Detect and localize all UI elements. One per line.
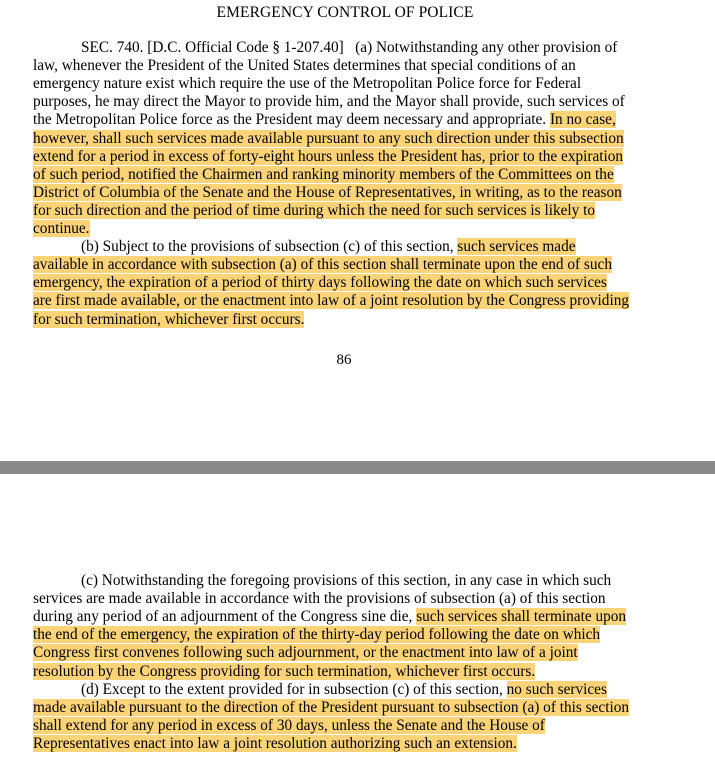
highlighted-text: extend for a period in excess of forty-eight hours unless the President has, prior to the expiration [33,147,624,165]
text-line [33,111,616,129]
text-line [33,663,535,681]
text-segment: law, whenever the President of the United States determines that special conditions of an [33,57,576,75]
text-line [33,75,581,93]
text-segment: (d) Except to the extent provided for in subsection (c) of this section, [81,680,507,698]
highlighted-text: resolution by the Congress providing for such termination, whichever first occurs. [33,662,536,680]
highlighted-text: are first made available, or the enactment into law of a joint resolution by the Congress providing [33,292,629,310]
highlighted-text: Representatives enact into law a joint resolution authorizing such an extension. [33,734,517,752]
highlighted-text: such services made [457,238,576,256]
highlighted-text: made available pursuant to the direction of the President pursuant to subsection (a) of this section [33,698,629,716]
highlighted-text: no such services [506,680,607,698]
text-segment: SEC. 740. [D.C. Official Code § 1-207.40] (a) Notwithstanding any other provision of [81,39,618,56]
text-segment: services are made available in accordance with the provisions of subsection (a) of this section [33,590,606,608]
text-segment: during any period of an adjournment of the Congress sine die, [33,608,417,626]
text-line [33,699,629,717]
highlighted-text: Congress first convenes following such adjournment, or the enactment into law of a joint [33,644,578,662]
text-line [33,311,304,329]
page-number: 86 [336,352,352,368]
text-line [33,166,614,184]
highlighted-text: for such direction and the period of time during which the need for such services is likely to [33,201,596,219]
text-line [33,717,545,735]
text-segment: (c) Notwithstanding the foregoing provisions of this section, in any case in which such [81,572,612,589]
highlighted-text: available in accordance with subsection (a) of this section shall terminate upon the end of such [33,256,612,274]
text-line [33,681,607,699]
text-line [33,572,611,590]
page-separator [0,461,715,474]
text-line [33,626,600,644]
text-line [33,292,629,310]
text-line [33,608,626,626]
text-segment: the Metropolitan Police force as the President may deem necessary and appropriate. [33,111,550,129]
highlighted-text: of such period, notified the Chairmen and ranking minority members of the Committees on the [33,165,614,183]
highlighted-text: emergency, the expiration of a period of thirty days following the date on which such services [33,274,607,292]
text-line [33,238,576,256]
text-line [33,57,576,75]
text-segment: emergency nature exist which require the use of the Metropolitan Police force for Federal [33,75,582,93]
text-line [33,274,607,292]
text-segment: (b) Subject to the provisions of subsection (c) of this section, [81,238,458,256]
text-segment: purposes, he may direct the Mayor to provide him, and the Mayor shall provide, such services of [33,93,625,111]
highlighted-text: continue. [33,220,90,237]
highlighted-text: District of Columbia of the Senate and the House of Representatives, in writing, as to the reason [33,183,622,201]
text-line [33,256,612,274]
text-line [33,93,625,111]
highlighted-text: however, shall such services made available pursuant to any such direction under this subsection [33,129,624,147]
document-page-87 [0,474,715,766]
highlighted-text: In no case, [549,111,616,129]
text-line [33,644,578,662]
text-line [33,735,517,753]
text-line [33,220,90,238]
text-line [33,184,622,202]
section-title: EMERGENCY CONTROL OF POLICE [216,4,474,21]
text-line [33,202,595,220]
text-line [33,130,624,148]
highlighted-text: such services shall terminate upon [416,608,627,626]
highlighted-text: for such termination, whichever first occurs. [33,310,305,328]
text-line [33,39,617,57]
text-line [33,590,606,608]
highlighted-text: shall extend for any period in excess of 30 days, unless the Senate and the House of [33,716,545,734]
highlighted-text: the end of the emergency, the expiration of the thirty-day period following the date on which [33,626,601,644]
text-line [33,148,623,166]
